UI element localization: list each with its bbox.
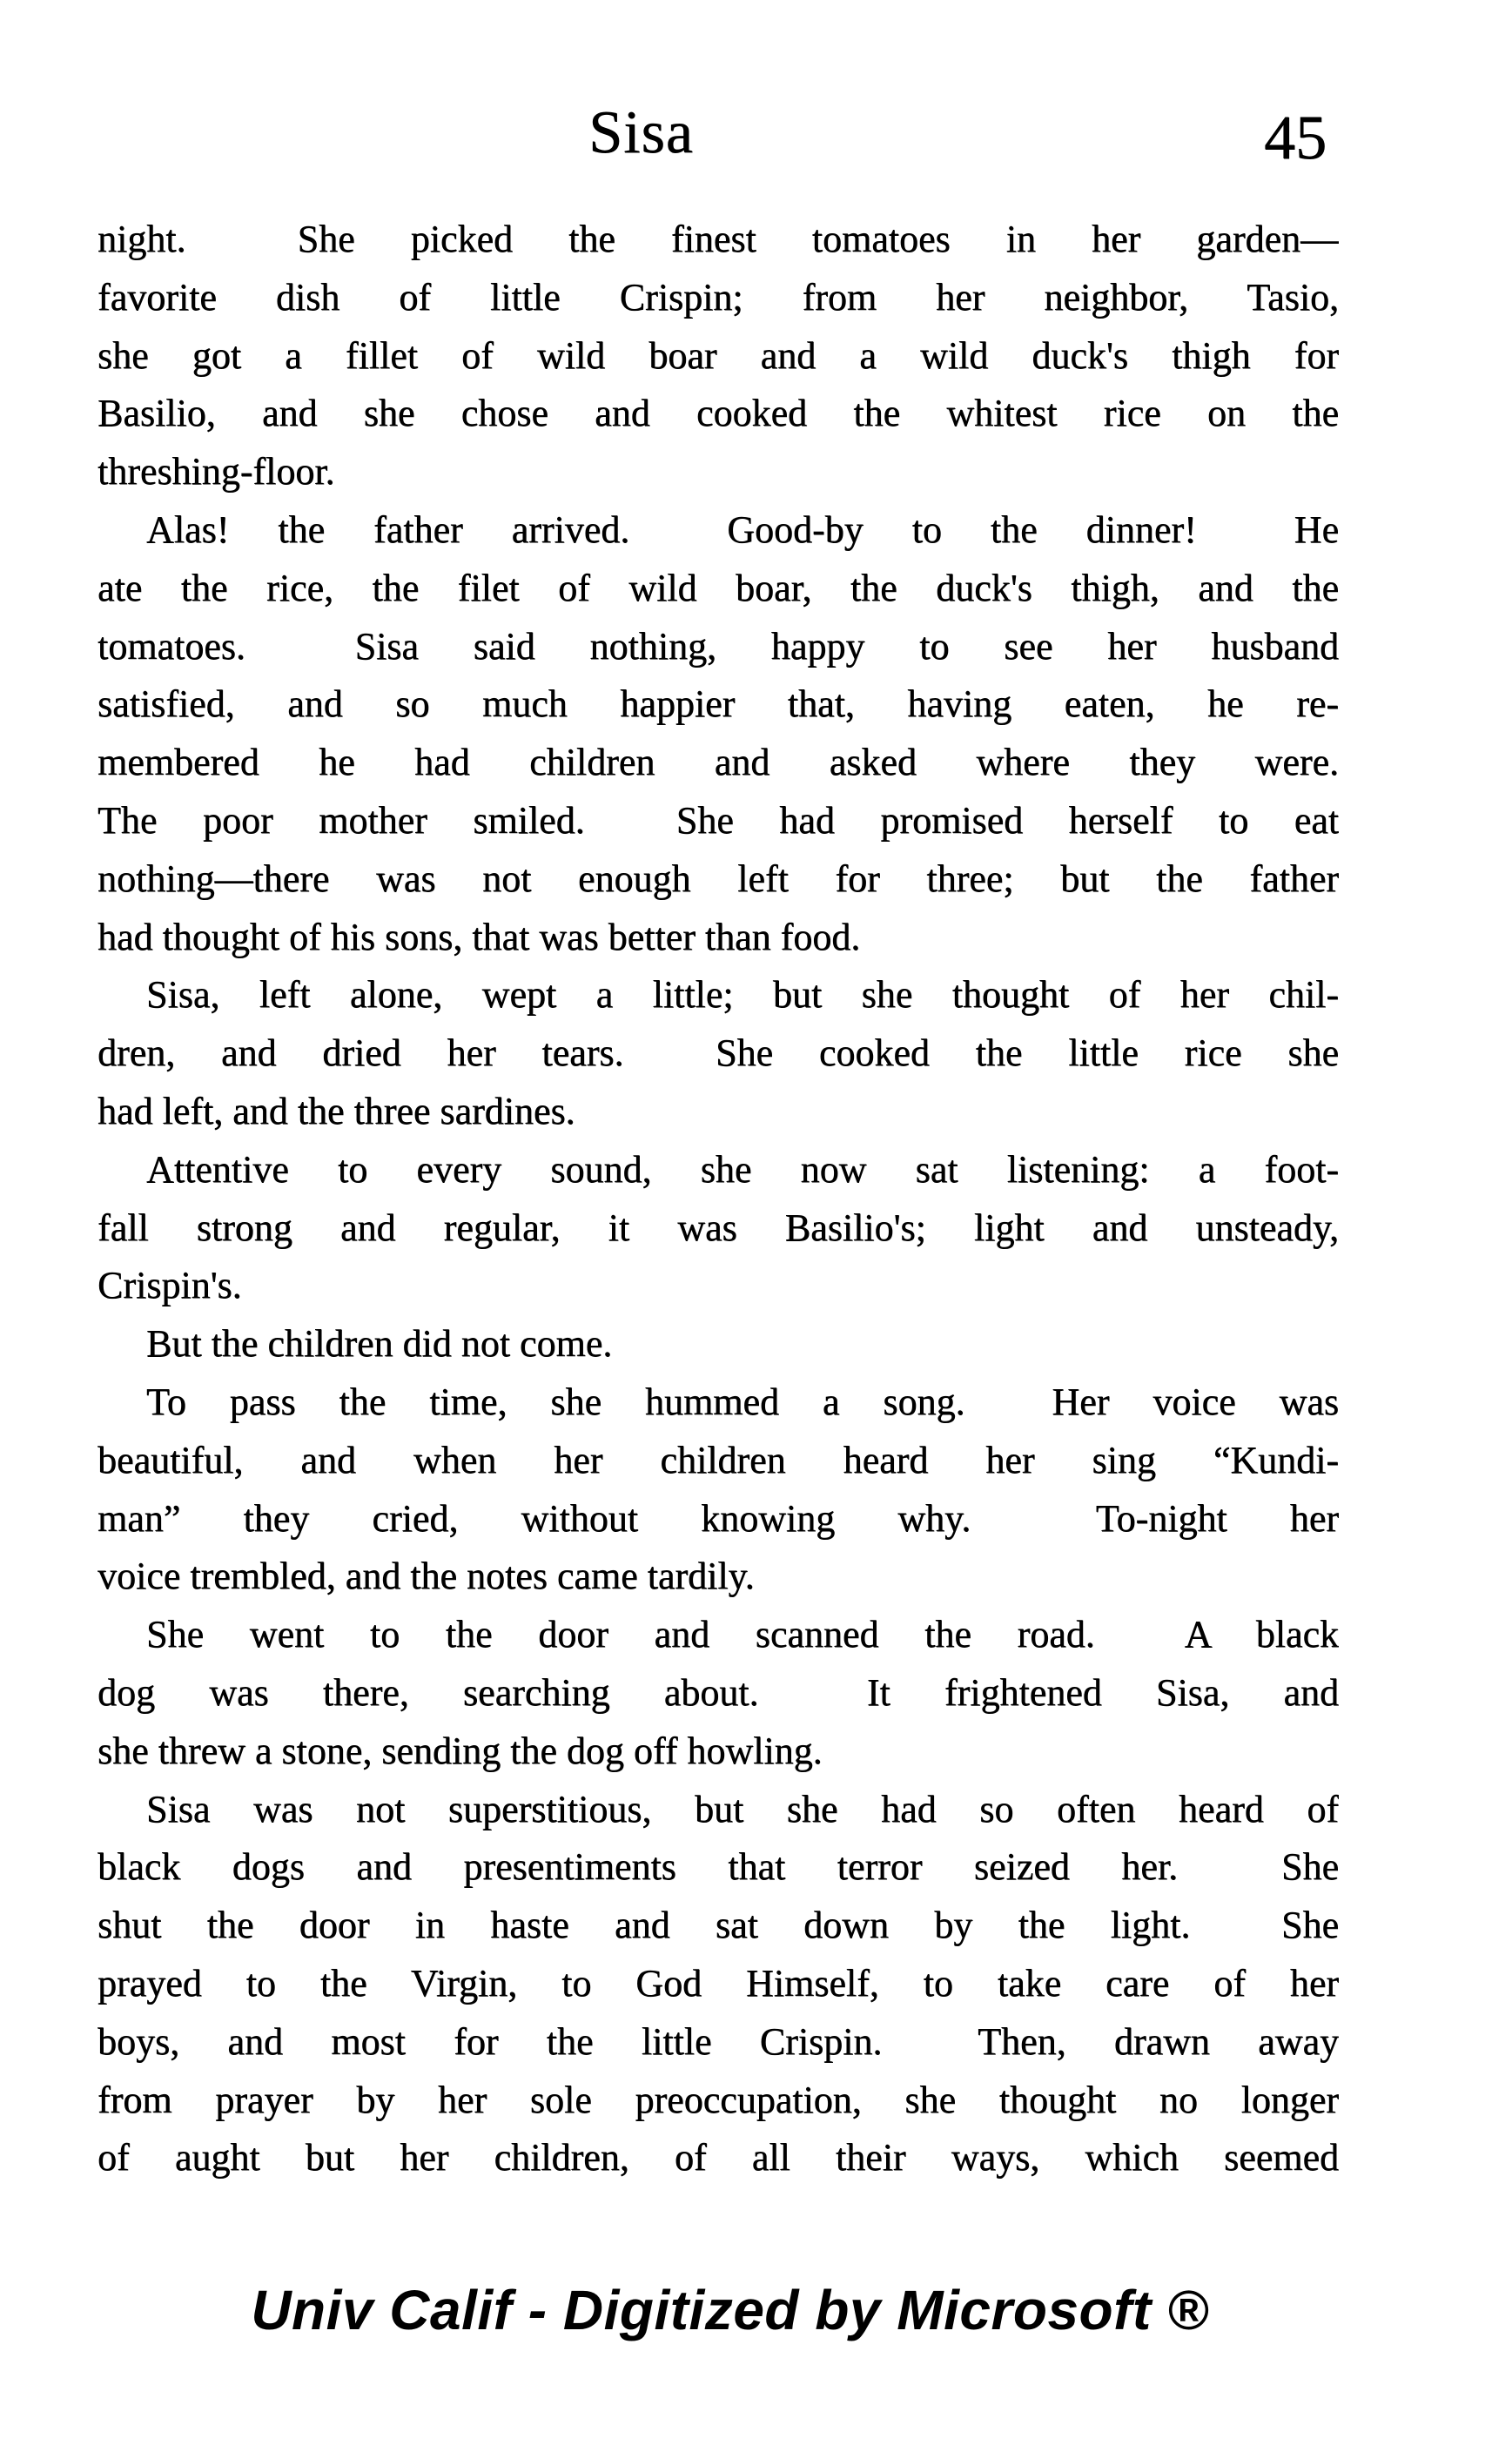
page-number: 45: [1264, 103, 1327, 172]
running-head-title: Sisa: [588, 99, 694, 166]
text-line: prayed to the Virgin, to God Himself, to take care of her: [97, 1961, 1339, 2005]
text-line: Attentive to every sound, she now sat listening: a foot-: [146, 1147, 1339, 1191]
text-line: had left, and the three sardines.: [97, 1089, 575, 1132]
text-line: she got a fillet of wild boar and a wild duck's thigh for: [97, 333, 1339, 377]
text-line: of aught but her children, of all their ways, which seemed: [97, 2136, 1339, 2180]
body-text: [97, 211, 1339, 2187]
text-line: She went to the door and scanned the road. A black: [146, 1613, 1339, 1656]
text-line: dren, and dried her tears. She cooked the little rice she: [97, 1031, 1339, 1075]
text-line: membered he had children and asked where they were.: [97, 741, 1339, 784]
text-line: had thought of his sons, that was better than food.: [97, 915, 861, 958]
text-line: tomatoes. Sisa said nothing, happy to see her husband: [97, 624, 1339, 668]
text-line: black dogs and presentiments that terror seized her. She: [97, 1845, 1339, 1889]
text-line: Alas! the father arrived. Good-by to the dinner! He: [146, 507, 1339, 551]
text-line: dog was there, searching about. It frightened Sisa, and: [97, 1670, 1339, 1714]
text-line: shut the door in haste and sat down by the light. She: [97, 1904, 1339, 1947]
text-line: man” they cried, without knowing why. To-night her: [97, 1496, 1339, 1540]
text-line: nothing—there was not enough left for three; but the father: [97, 856, 1339, 900]
text-line: ate the rice, the filet of wild boar, the duck's thigh, and the: [97, 566, 1339, 609]
text-line: beautiful, and when her children heard her sing “Kundi-: [97, 1438, 1339, 1481]
text-line: But the children did not come.: [146, 1322, 613, 1366]
text-line: from prayer by her sole preoccupation, she thought no longer: [97, 2078, 1339, 2121]
text-line: To pass the time, she hummed a song. Her voice was: [146, 1380, 1339, 1423]
text-line: fall strong and regular, it was Basilio's; light and unsteady,: [97, 1206, 1339, 1249]
text-line: satisfied, and so much happier that, having eaten, he re-: [97, 682, 1339, 726]
text-line: Basilio, and she chose and cooked the whitest rice on the: [97, 392, 1339, 435]
text-line: night. She picked the finest tomatoes in her garden—: [97, 218, 1339, 260]
text-line: The poor mother smiled. She had promised herself to eat: [97, 798, 1339, 842]
text-line: boys, and most for the little Crispin. Then, drawn away: [97, 2019, 1339, 2063]
text-line: she threw a stone, sending the dog off howling.: [97, 1729, 823, 1772]
text-line: Crispin's.: [97, 1264, 242, 1307]
text-line: Sisa was not superstitious, but she had so often heard of: [146, 1787, 1339, 1830]
text-line: favorite dish of little Crispin; from her neighbor, Tasio,: [97, 275, 1339, 319]
text-line: voice trembled, and the notes came tardily.: [97, 1555, 755, 1598]
text-line: threshing-floor.: [97, 450, 335, 494]
digitization-watermark: Univ Calif - Digitized by Microsoft ®: [251, 2279, 1209, 2341]
text-line: Sisa, left alone, wept a little; but she thought of her chil-: [146, 973, 1339, 1017]
